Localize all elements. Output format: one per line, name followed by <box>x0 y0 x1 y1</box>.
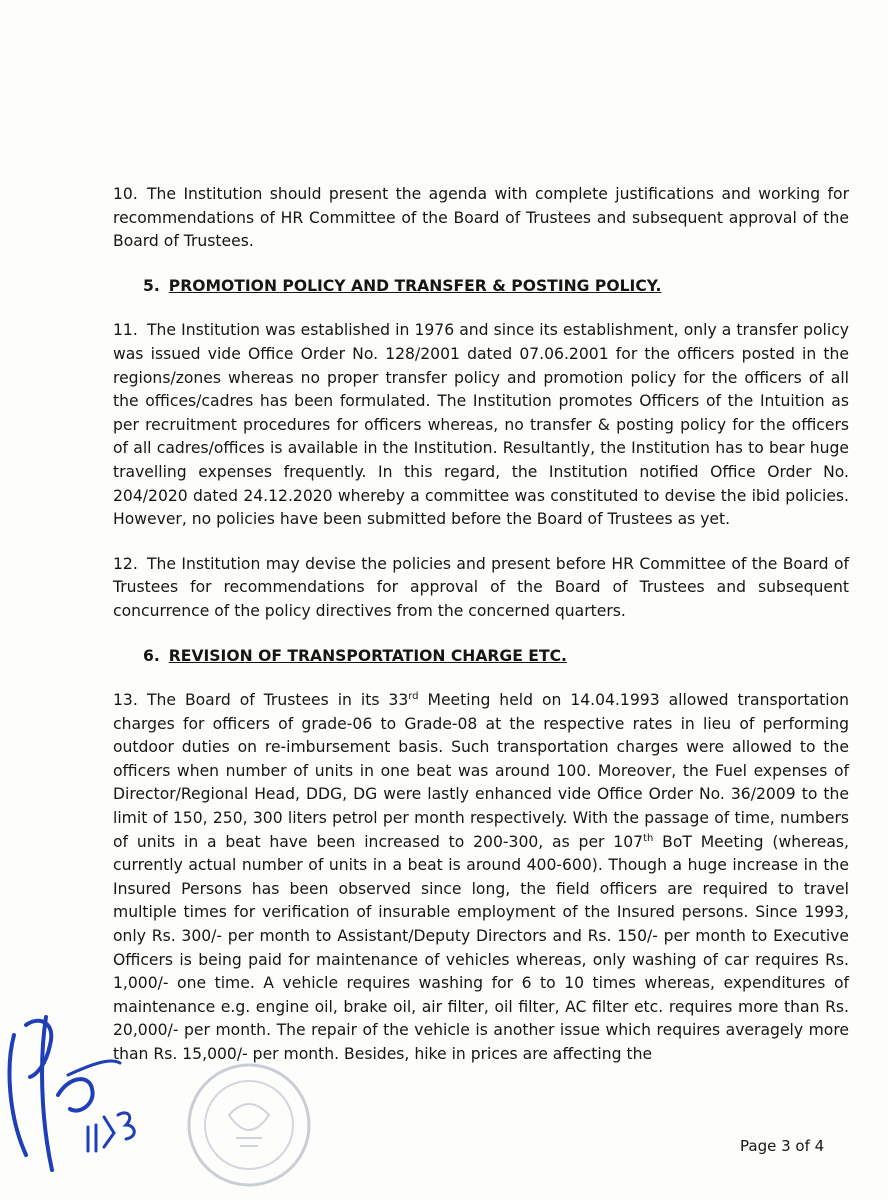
paragraph-text: The Institution was established in 1976 and since its establishment, only a transfer policy was issued vide Office Order No. 128/2001 dated 07.06.2001 for the officers posted in the regions/zones whereas no proper transfer policy and promotion policy for the officers of all the offices/cadres has been formulated. The Institution promotes Officers of the Intuition as per recruitment procedures for officers whereas, no transfer & posting policy for the officers of all cadres/offices is available in the Institution. Resultantly, the Institution has to bear huge travelling expenses frequently. In this regard, the Institution notified Office Order No. 204/2020 dated 24.12.2020 whereby a committee was constituted to devise the ibid policies. However, no policies have been submitted before the Board of Trustees as yet. <box>113 321 849 529</box>
section-number: 6. <box>143 646 160 665</box>
page-number: Page 3 of 4 <box>740 1137 825 1155</box>
section-number: 5. <box>143 276 160 295</box>
official-stamp <box>184 1060 314 1190</box>
paragraph-text: The Institution should present the agenda with complete justifications and working for recommendations of HR Committee of the Board of Trustees and subsequent approval of the Board of Trustees. <box>113 185 849 251</box>
paragraph-number: 10. <box>113 185 138 203</box>
signature-mark <box>0 1005 200 1180</box>
section-title: PROMOTION POLICY AND TRANSFER & POSTING POLICY. <box>168 276 662 295</box>
section-heading-6 <box>113 645 849 669</box>
paragraph-text: The Institution may devise the policies and present before HR Committee of the Board of Trustees for recommendations for approval of the Board of Trustees and subsequent concurrence of the policy directives from the concerned quarters. <box>113 554 849 620</box>
paragraph-number: 11. <box>113 321 138 340</box>
paragraph-number: 13. <box>113 691 138 710</box>
paragraph-text-part: Meeting held on 14.04.1993 allowed transportation charges for officers of grade-06 to Grade-08 at the respective rates in lieu of performing outdoor duties on re-imbursement basis. Such transportation charges were allowed to the officers when number of units in one beat was around 100. Moreover, the Fuel expenses of Director/Regional Head, DDG, DG were lastly enhanced vide Office Order No. 36/2009 to the limit of 150, 250, 300 liters petrol per month respectively. With the passage of time, numbers of units in a beat have been increased to 200-300, as per 107 <box>113 691 849 851</box>
paragraph-text-part: The Board of Trustees in its 33 <box>147 691 409 710</box>
paragraph-11 <box>113 319 849 531</box>
document-body <box>113 183 849 1067</box>
section-heading-5 <box>113 275 849 299</box>
paragraph-13 <box>113 689 849 1067</box>
paragraph-text-part: BoT Meeting (whereas, currently actual number of units in a beat is around 400-600). Though a huge increase in the Insured Persons has been observed since long, the field officers are required to travel multiple times for verification of insurable employment of the Insured persons. Since 1993, only Rs. 300/- per month to Assistant/Deputy Directors and Rs. 150/- per month to Executive Officers is being paid for maintenance of vehicles whereas, only washing of car requires Rs. 1,000/- one time. A vehicle requires washing for 6 to 10 times whereas, expenditures of maintenance e.g. engine oil, brake oil, air filter, oil filter, AC filter etc. requires more than Rs. 20,000/- per month. The repair of the vehicle is another issue which requires averagely more than Rs. 15,000/- per month. Besides, hike in prices are affecting the <box>113 832 850 1063</box>
section-title: REVISION OF TRANSPORTATION CHARGE ETC. <box>168 646 567 665</box>
paragraph-12 <box>113 553 849 624</box>
paragraph-number: 12. <box>113 554 138 573</box>
ordinal-suffix: rd <box>408 690 419 702</box>
ordinal-suffix: th <box>643 832 654 844</box>
paragraph-10 <box>113 183 849 254</box>
